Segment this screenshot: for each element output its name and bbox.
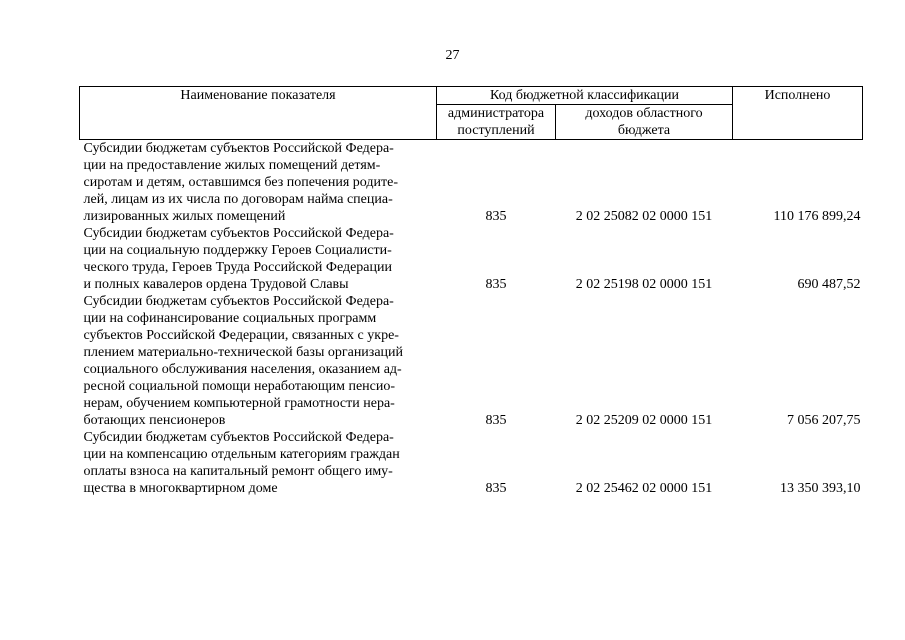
table-body: [80, 140, 863, 498]
header-executed: Исполнено: [733, 87, 863, 140]
table-row: [80, 293, 863, 429]
row-income-code: 2 02 25082 02 0000 151: [575, 209, 713, 224]
row-name: [80, 293, 437, 429]
row-admin-code: 835: [485, 413, 507, 428]
row-amount: 7 056 207,75: [787, 413, 861, 428]
row-name-line: ции на предоставление жилых помещений детям-: [83, 158, 381, 173]
row-name-line: Субсидии бюджетам субъектов Российской Федера-: [83, 226, 394, 241]
budget-table: [79, 86, 863, 497]
row-admin-code: 835: [485, 209, 507, 224]
row-name-line: субъектов Российской Федерации, связанных с укре-: [83, 328, 399, 343]
row-name: [80, 225, 437, 293]
row-name-line: социального обслуживания населения, оказанием ад-: [83, 362, 402, 377]
row-name-line: Субсидии бюджетам субъектов Российской Федера-: [83, 430, 394, 445]
header-income: доходов областного бюджета: [556, 105, 733, 140]
row-name-line: лизированных жилых помещений: [83, 209, 286, 224]
row-name-line: ботающих пенсионеров: [83, 413, 226, 428]
row-name-line: лей, лицам из их числа по договорам найма специа-: [83, 192, 393, 207]
row-amount: 110 176 899,24: [773, 209, 861, 224]
table-row: [80, 225, 863, 293]
row-name-line: сиротам и детям, оставшимся без попечения родите-: [83, 175, 398, 190]
row-admin-code: 835: [485, 481, 507, 496]
row-name-line: нерам, обучением компьютерной грамотности нера-: [83, 396, 395, 411]
row-name: [80, 140, 437, 226]
table-row: [80, 140, 863, 226]
header-code-group: Код бюджетной классификации: [437, 87, 733, 105]
row-name: [80, 429, 437, 497]
table-row: [80, 429, 863, 497]
row-name-line: ческого труда, Героев Труда Российской Федерации: [83, 260, 392, 275]
row-name-line: ресной социальной помощи неработающим пенсио-: [83, 379, 396, 394]
row-name-line: Субсидии бюджетам субъектов Российской Федера-: [83, 294, 394, 309]
row-name-line: щества в многоквартирном доме: [83, 481, 278, 496]
row-name-line: плением материально-технической базы организаций: [83, 345, 404, 360]
header-name: Наименование показателя: [80, 87, 437, 140]
row-name-line: ции на софинансирование социальных программ: [83, 311, 377, 326]
row-amount: 13 350 393,10: [780, 481, 861, 496]
table-header-row: [80, 87, 863, 105]
row-admin-code: 835: [485, 277, 507, 292]
row-name-line: и полных кавалеров ордена Трудовой Славы: [83, 277, 349, 292]
header-admin: администратора поступлений: [437, 105, 556, 140]
page-number: 27: [445, 48, 460, 63]
row-income-code: 2 02 25209 02 0000 151: [575, 413, 713, 428]
row-amount: 690 487,52: [797, 277, 861, 292]
row-income-code: 2 02 25462 02 0000 151: [575, 481, 713, 496]
row-name-line: ции на социальную поддержку Героев Социалисти-: [83, 243, 392, 258]
row-name-line: Субсидии бюджетам субъектов Российской Федера-: [83, 141, 394, 156]
row-income-code: 2 02 25198 02 0000 151: [575, 277, 713, 292]
row-name-line: оплаты взноса на капитальный ремонт общего иму-: [83, 464, 393, 479]
row-name-line: ции на компенсацию отдельным категориям граждан: [83, 447, 400, 462]
